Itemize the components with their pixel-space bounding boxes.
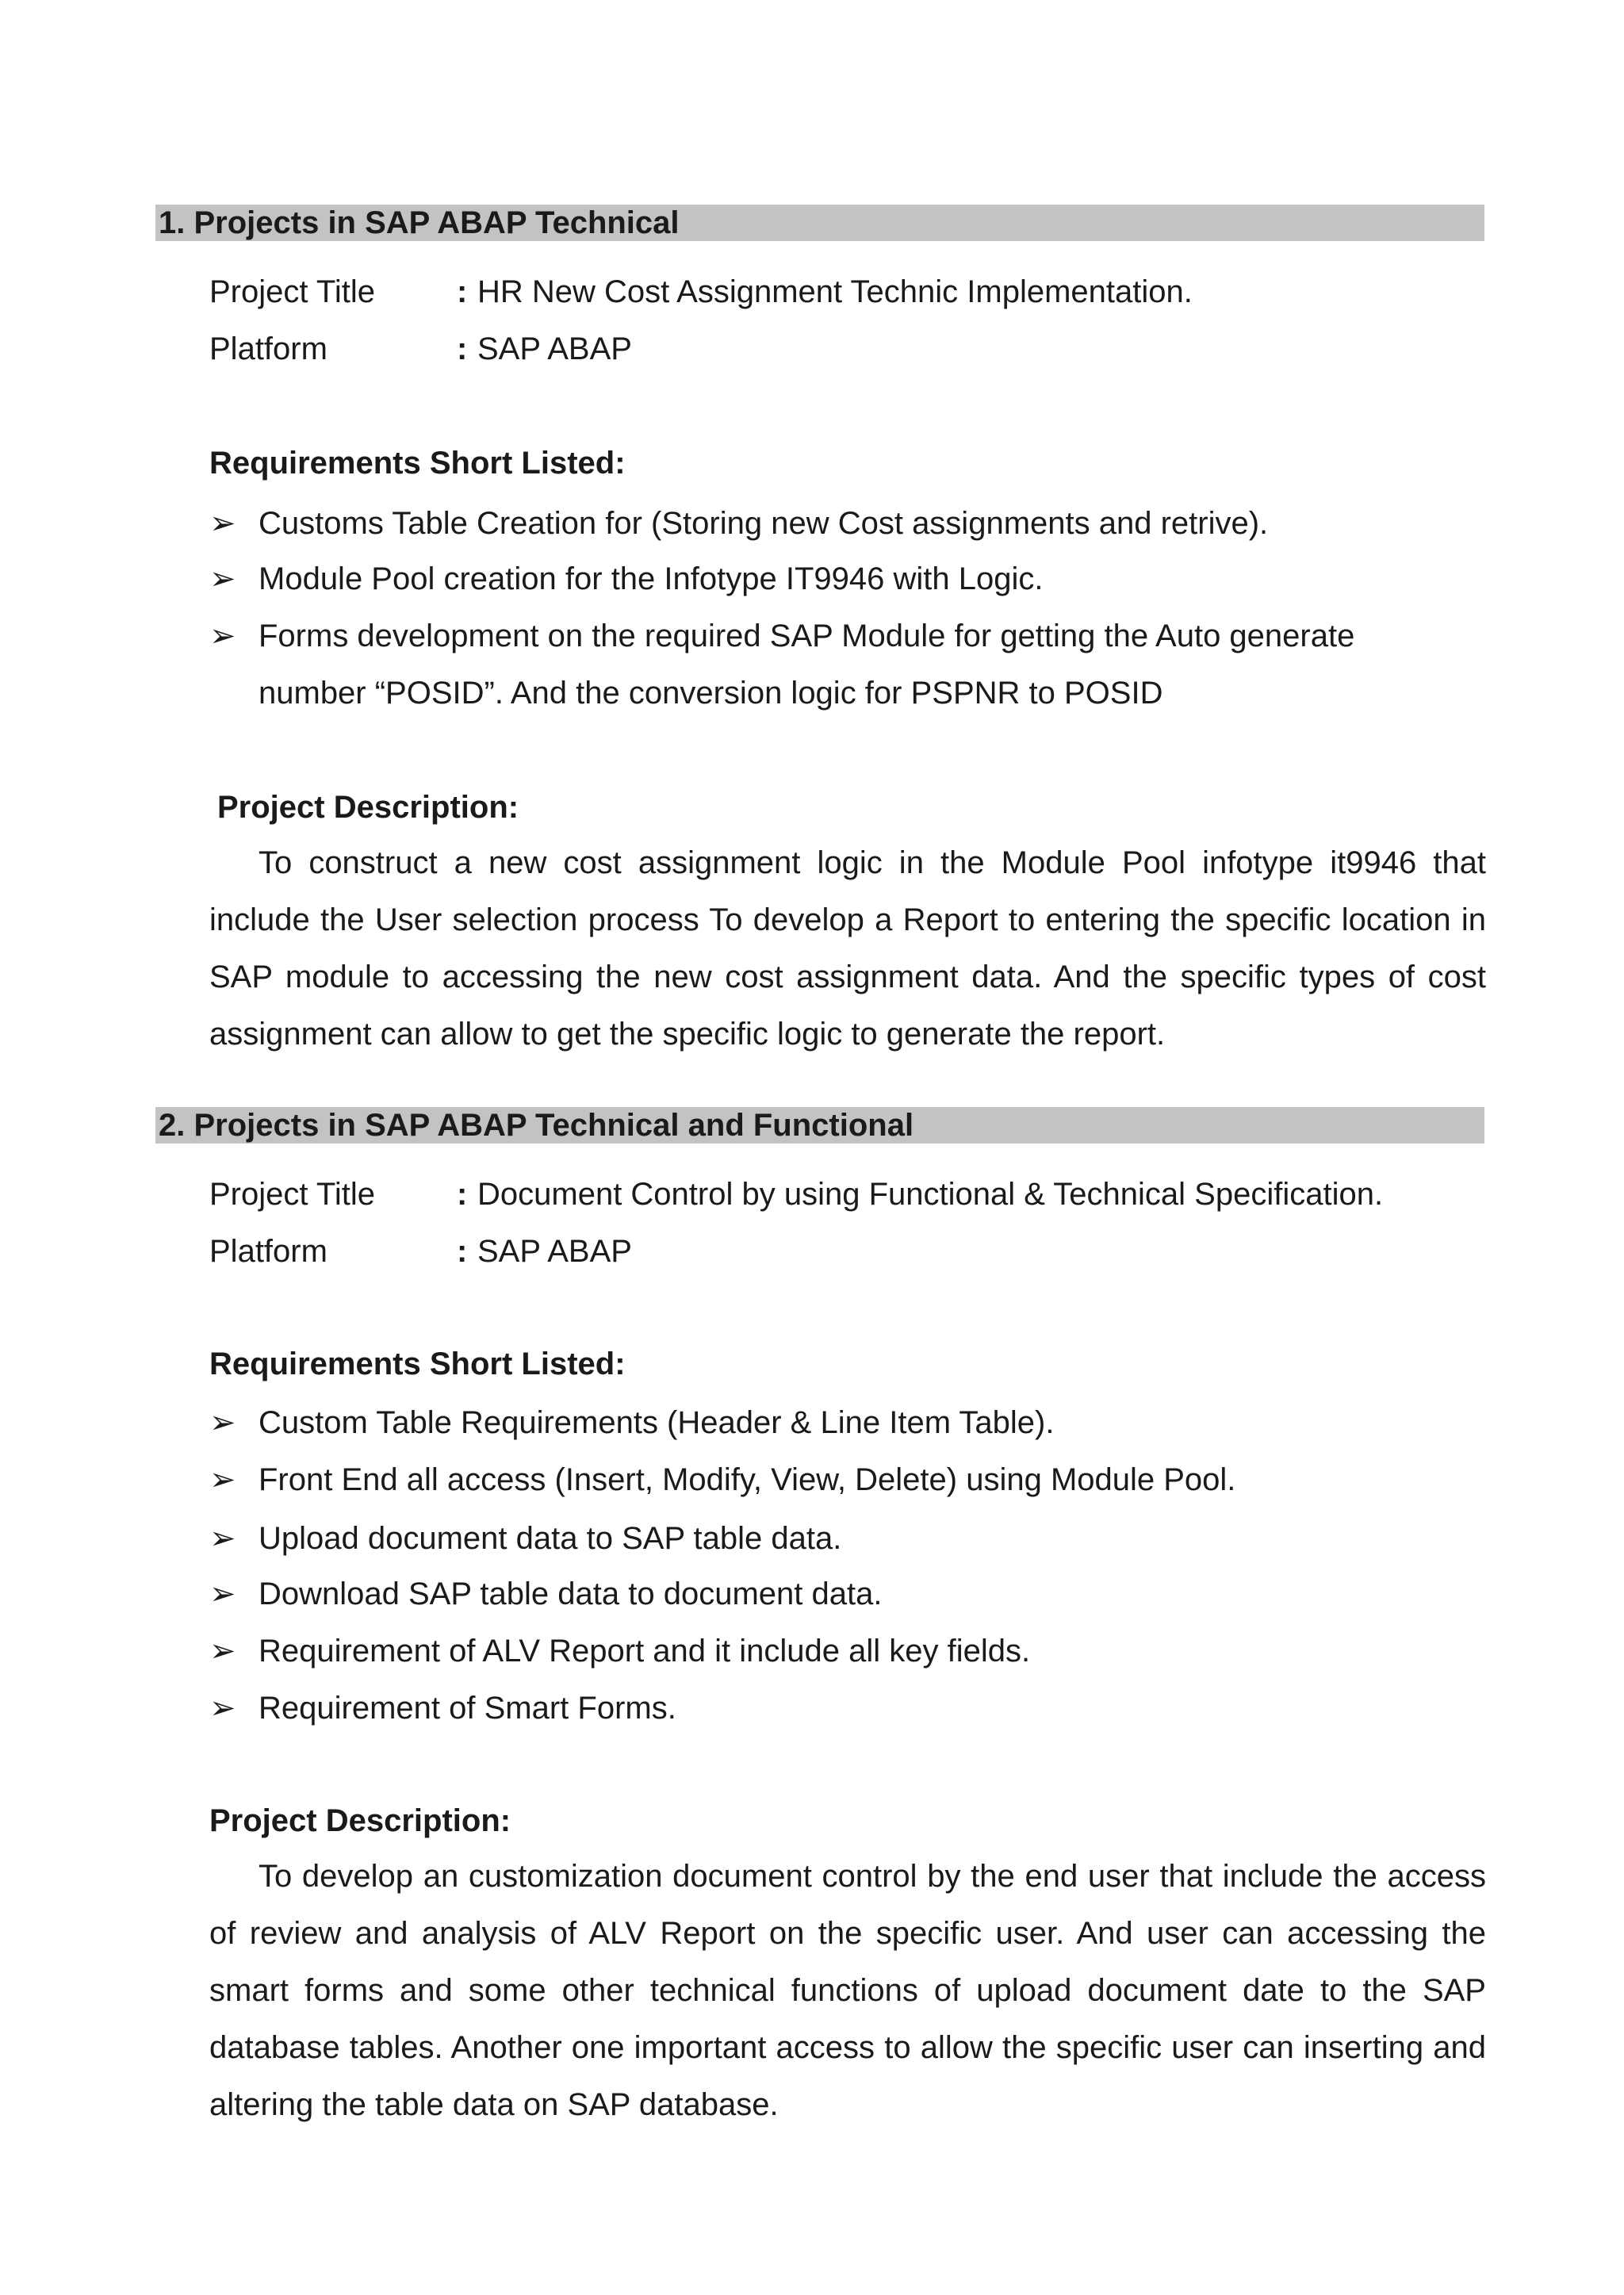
section-2-platform-colon: : bbox=[457, 1234, 468, 1269]
arrow-bullet-icon: ➢ bbox=[209, 1462, 236, 1497]
section-2-platform-value: SAP ABAP bbox=[477, 1234, 632, 1269]
section-2-project-title-label: Project Title bbox=[209, 1177, 375, 1212]
requirement-text: Front End all access (Insert, Modify, View, Delete) using Module Pool. bbox=[259, 1462, 1236, 1497]
section-1-project-title-colon: : bbox=[457, 274, 468, 309]
arrow-bullet-icon: ➢ bbox=[209, 1634, 236, 1669]
section-2-title: 2. Projects in SAP ABAP Technical and Functional bbox=[155, 1107, 1484, 1144]
section-1-title: 1. Projects in SAP ABAP Technical bbox=[155, 205, 1484, 241]
requirement-text: Forms development on the required SAP Module for getting the Auto generate bbox=[259, 619, 1355, 653]
section-2-platform-label: Platform bbox=[209, 1234, 327, 1269]
requirement-text: number “POSID”. And the conversion logic for PSPNR to POSID bbox=[259, 676, 1163, 711]
arrow-bullet-icon: ➢ bbox=[209, 1521, 236, 1556]
section-1-description: To construct a new cost assignment logic in the Module Pool infotype it9946 that include the User selection process To develop a Report to entering the specific location in SAP module to accessing the new cost assignment data. And the specific types of cost assignment can allow to get the specific logic to generate the report. bbox=[209, 845, 1486, 1052]
section-2-project-title-colon: : bbox=[457, 1177, 468, 1212]
arrow-bullet-icon: ➢ bbox=[209, 561, 236, 596]
section-1-platform-value: SAP ABAP bbox=[477, 331, 632, 366]
requirement-text: Custom Table Requirements (Header & Line Item Table). bbox=[259, 1405, 1055, 1440]
arrow-bullet-icon: ➢ bbox=[209, 1577, 236, 1611]
requirement-text: Requirement of ALV Report and it include all key fields. bbox=[259, 1634, 1031, 1669]
requirement-text: Module Pool creation for the Infotype IT9946 with Logic. bbox=[259, 561, 1044, 596]
arrow-bullet-icon: ➢ bbox=[209, 1405, 236, 1440]
section-1-description-heading: Project Description: bbox=[217, 790, 519, 825]
requirement-text: Upload document data to SAP table data. bbox=[259, 1521, 842, 1556]
section-1-platform-colon: : bbox=[457, 331, 468, 366]
section-1-project-title-label: Project Title bbox=[209, 274, 375, 309]
arrow-bullet-icon: ➢ bbox=[209, 619, 236, 653]
section-2-description: To develop an customization document control by the end user that include the access of review and analysis of ALV Report on the specific user. And user can accessing the smart forms and some other technical functions of upload document date to the SAP database tables. Another one important access to allow the specific user can inserting and altering the table data on SAP database. bbox=[209, 1859, 1486, 2122]
section-1-platform-label: Platform bbox=[209, 331, 327, 366]
arrow-bullet-icon: ➢ bbox=[209, 506, 236, 541]
requirement-text: Download SAP table data to document data. bbox=[259, 1577, 883, 1611]
arrow-bullet-icon: ➢ bbox=[209, 1691, 236, 1726]
requirement-text: Customs Table Creation for (Storing new Cost assignments and retrive). bbox=[259, 506, 1269, 541]
requirement-text: Requirement of Smart Forms. bbox=[259, 1691, 676, 1726]
section-2-requirements-heading: Requirements Short Listed: bbox=[209, 1347, 626, 1381]
section-1-requirements-heading: Requirements Short Listed: bbox=[209, 446, 626, 481]
section-1-project-title-value: HR New Cost Assignment Technic Implementation. bbox=[477, 274, 1193, 309]
section-2-project-title-value: Document Control by using Functional & Technical Specification. bbox=[477, 1177, 1384, 1212]
section-2-description-heading: Project Description: bbox=[209, 1803, 511, 1838]
